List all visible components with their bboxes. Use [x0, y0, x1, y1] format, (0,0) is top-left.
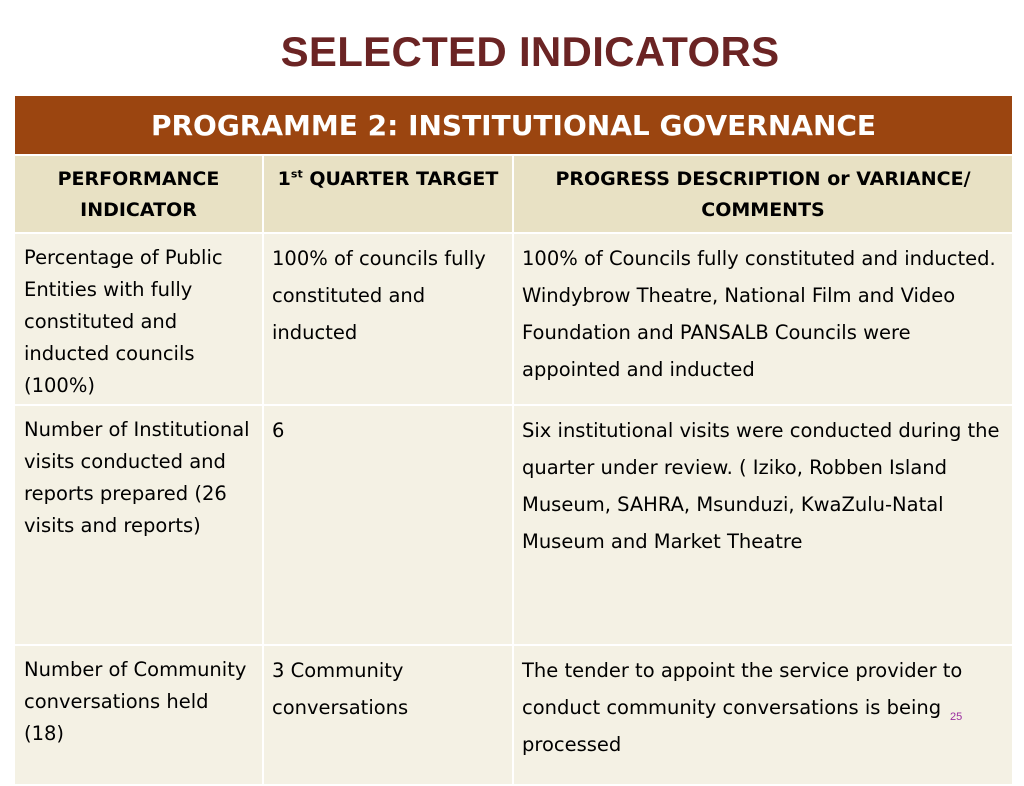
header-target-superscript: st	[290, 167, 303, 181]
indicator-cell: Number of Community conversations held (18)	[14, 645, 263, 785]
header-row	[14, 155, 1013, 233]
programme-banner: PROGRAMME 2: INSTITUTIONAL GOVERNANCE	[14, 95, 1013, 155]
banner-row	[14, 95, 1013, 155]
indicator-cell: Number of Institutional visits conducted and reports prepared (26 visits and reports)	[14, 405, 263, 645]
table-row	[14, 645, 1013, 785]
header-progress-description: PROGRESS DESCRIPTION or VARIANCE/ COMMENTS	[513, 155, 1013, 233]
table-row	[14, 233, 1013, 405]
header-performance-indicator: PERFORMANCE INDICATOR	[14, 155, 263, 233]
target-cell: 100% of councils fully constituted and inducted	[263, 233, 513, 405]
slide-title: SELECTED INDICATORS	[280, 28, 780, 75]
target-cell: 3 Community conversations	[263, 645, 513, 785]
progress-cell: Six institutional visits were conducted during the quarter under review. ( Iziko, Robben Island Museum, SAHRA, Msunduzi, KwaZulu-Natal Museum and Market Theatre	[513, 405, 1013, 645]
indicators-table-container	[13, 94, 1012, 786]
header-target-label: QUARTER TARGET	[302, 168, 499, 190]
indicator-cell: Percentage of Public Entities with fully constituted and inducted councils (100%)	[14, 233, 263, 405]
indicators-table	[13, 94, 1014, 786]
progress-cell: The tender to appoint the service provider to conduct community conversations is being processed	[513, 645, 1013, 785]
header-quarter-target	[263, 155, 513, 233]
page-number: 25	[950, 711, 963, 723]
header-target-ordinal: 1	[277, 168, 291, 190]
progress-cell: 100% of Councils fully constituted and inducted. Windybrow Theatre, National Film and Video Foundation and PANSALB Councils were appointed and inducted	[513, 233, 1013, 405]
table-row	[14, 405, 1013, 645]
target-cell: 6	[263, 405, 513, 645]
